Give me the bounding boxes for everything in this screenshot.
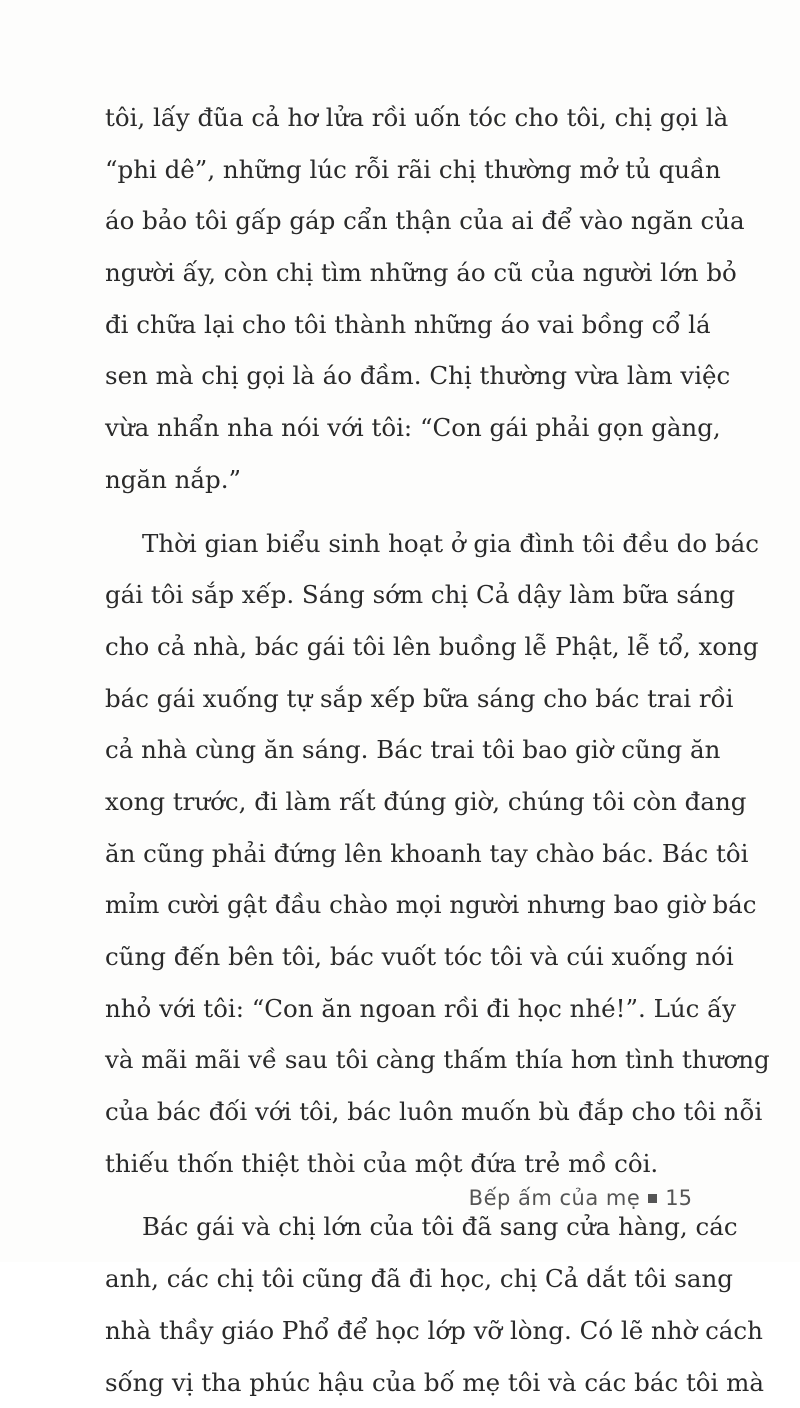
running-title: Bếp ấm của mẹ [469,1186,641,1210]
text-line: “phi dê”, những lúc rỗi rãi chị thường mở tủ quần [105,144,710,196]
text-line: sống vị tha phúc hậu của bố mẹ tôi và các bác tôi mà [105,1357,710,1408]
text-line: sen mà chị gọi là áo đầm. Chị thường vừa làm việc [105,350,710,402]
text-line: cả nhà cùng ăn sáng. Bác trai tôi bao giờ cũng ăn [105,724,710,776]
text-line: Bác gái và chị lớn của tôi đã sang cửa hàng, các [105,1201,710,1253]
square-bullet-icon [648,1194,657,1203]
paragraph [105,518,710,1190]
text-line: thiếu thốn thiệt thòi của một đứa trẻ mồ côi. [105,1138,710,1190]
text-line: tôi, lấy đũa cả hơ lửa rồi uốn tóc cho tôi, chị gọi là [105,92,710,144]
text-line: ngăn nắp.” [105,454,710,506]
text-line: gái tôi sắp xếp. Sáng sớm chị Cả dậy làm bữa sáng [105,569,710,621]
text-line: đi chữa lại cho tôi thành những áo vai bồng cổ lá [105,299,710,351]
text-line: Thời gian biểu sinh hoạt ở gia đình tôi đều do bác [105,518,710,570]
text-line: của bác đối với tôi, bác luôn muốn bù đắp cho tôi nỗi [105,1086,710,1138]
text-line: xong trước, đi làm rất đúng giờ, chúng tôi còn đang [105,776,710,828]
text-line: nhỏ với tôi: “Con ăn ngoan rồi đi học nhé!”. Lúc ấy [105,983,710,1035]
paragraph [105,1201,710,1408]
text-line: cũng đến bên tôi, bác vuốt tóc tôi và cúi xuống nói [105,931,710,983]
page-number: 15 [665,1186,692,1210]
text-line: nhà thầy giáo Phổ để học lớp vỡ lòng. Có lẽ nhờ cách [105,1305,710,1357]
text-line: anh, các chị tôi cũng đã đi học, chị Cả dắt tôi sang [105,1253,710,1305]
text-line: mỉm cười gật đầu chào mọi người nhưng bao giờ bác [105,879,710,931]
text-line: cho cả nhà, bác gái tôi lên buồng lễ Phật, lễ tổ, xong [105,621,710,673]
text-line: và mãi mãi về sau tôi càng thấm thía hơn tình thương [105,1034,710,1086]
paragraph [105,92,710,506]
paragraph-gap [105,506,710,518]
page-footer [469,1186,692,1210]
text-line: người ấy, còn chị tìm những áo cũ của người lớn bỏ [105,247,710,299]
text-line: bác gái xuống tự sắp xếp bữa sáng cho bác trai rồi [105,673,710,725]
text-line: vừa nhẩn nha nói với tôi: “Con gái phải gọn gàng, [105,402,710,454]
body-text [105,92,710,1408]
text-line: áo bảo tôi gấp gáp cẩn thận của ai để vào ngăn của [105,195,710,247]
text-line: ăn cũng phải đứng lên khoanh tay chào bác. Bác tôi [105,828,710,880]
